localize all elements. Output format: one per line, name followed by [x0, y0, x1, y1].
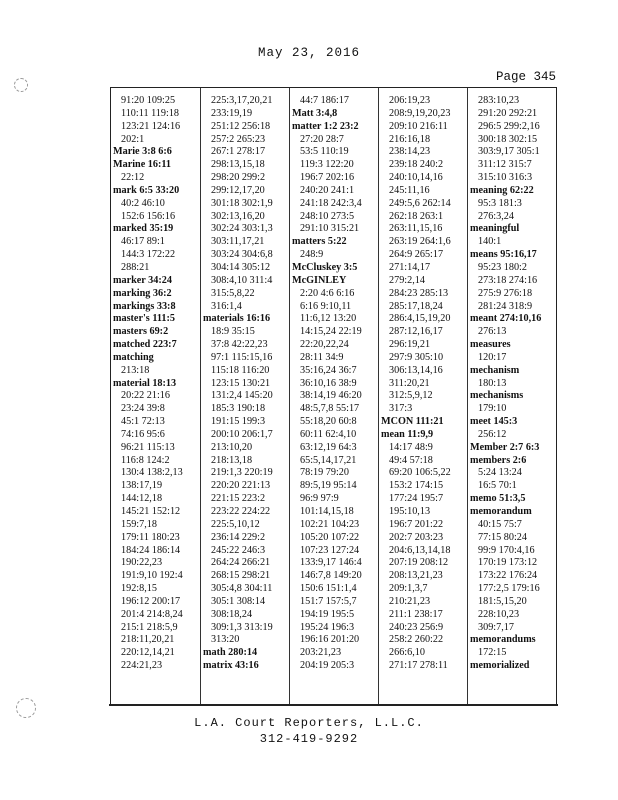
index-page-refs: 276:3,24 [478, 210, 514, 222]
index-page-refs: 120:17 [478, 351, 507, 363]
index-page-refs: 144:3 172:22 [121, 249, 176, 261]
index-page-refs: 23:24 39:8 [121, 403, 165, 415]
index-page-refs: 273:18 274:16 [478, 274, 538, 286]
index-page-refs: 45:1 72:13 [121, 416, 165, 428]
index-headword-entry: mark 6:5 33:20 [113, 184, 180, 196]
index-page-refs: 208:13,21,23 [389, 570, 443, 582]
index-page-refs: 101:14,15,18 [300, 506, 354, 517]
index-page-refs: 239:18 240:2 [389, 159, 444, 171]
index-page-refs: 2:20 4:6 6:16 [300, 287, 355, 299]
index-page-refs: 145:21 152:12 [121, 506, 181, 517]
index-page-refs: 285:17,18,24 [389, 300, 443, 312]
index-headword-entry: meaningful [470, 223, 520, 235]
index-page-refs: 172:15 [478, 647, 507, 659]
index-page-refs: 303:11,17,21 [211, 236, 265, 248]
index-page-refs: 91:20 109:25 [121, 95, 176, 106]
index-page-refs: 268:15 298:21 [211, 570, 271, 582]
index-page-refs: 240:10,14,16 [389, 172, 443, 184]
index-page-refs: 218:11,20,21 [121, 634, 175, 646]
index-page-refs: 146:7,8 149:20 [300, 570, 362, 582]
index-page-refs: 119:3 122:20 [300, 159, 354, 171]
index-page-refs: 263:11,15,16 [389, 223, 443, 235]
index-page-refs: 287:12,16,17 [389, 326, 443, 338]
index-page-refs: 304:14 305:12 [211, 261, 271, 273]
index-page-refs: 211:1 238:17 [389, 608, 443, 620]
index-page-refs: 302:24 303:1,3 [211, 223, 273, 235]
index-page-refs: 203:21,23 [300, 647, 342, 659]
index-page-refs: 224:21,23 [121, 660, 163, 672]
index-page-refs: 309:7,17 [478, 621, 514, 633]
index-page-refs: 177:2,5 179:16 [478, 583, 540, 595]
index-headword-entry: meaning 62:22 [470, 184, 534, 196]
index-page-refs: 249:5,6 262:14 [389, 197, 451, 209]
index-page-refs: 22:20,22,24 [300, 339, 349, 351]
index-headword-entry: members 2:6 [470, 454, 527, 466]
index-page-refs: 131:2,4 145:20 [211, 390, 273, 402]
index-page-refs: 233:19,19 [211, 107, 253, 119]
index-page-refs: 144:12,18 [121, 493, 163, 505]
index-page-refs: 196:16 201:20 [300, 634, 360, 646]
index-headword-entry: matching [113, 351, 154, 363]
index-page-refs: 53:5 110:19 [300, 146, 349, 158]
index-headword-entry: masters 69:2 [113, 326, 169, 338]
index-page-refs: 184:24 186:14 [121, 544, 181, 556]
index-page-refs: 216:16,18 [389, 133, 431, 145]
index-page-refs: 256:12 [478, 428, 507, 440]
binder-hole-bottom [16, 698, 36, 718]
index-page-refs: 204:19 205:3 [300, 660, 355, 672]
index-page-refs: 275:9 276:18 [478, 287, 533, 299]
index-page-refs: 225:3,17,20,21 [211, 95, 273, 106]
word-index-table [110, 87, 557, 706]
index-page-refs: 14:15,24 22:19 [300, 326, 362, 338]
index-page-refs: 37:8 42:22,23 [211, 339, 268, 351]
index-page-refs: 49:4 57:18 [389, 454, 433, 466]
index-page-refs: 296:5 299:2,16 [478, 120, 540, 132]
index-page-refs: 123:15 130:21 [211, 377, 271, 389]
index-headword-entry: Marie 3:8 6:6 [113, 146, 172, 158]
court-reporter-name: L.A. Court Reporters, L.L.C. [194, 716, 424, 730]
index-page-refs: 138:17,19 [121, 480, 163, 492]
index-headword-entry: Member 2:7 6:3 [470, 441, 540, 453]
index-page-refs: 200:10 206:1,7 [211, 428, 273, 440]
index-page-refs: 288:21 [121, 261, 150, 273]
index-page-refs: 284:23 285:13 [389, 287, 449, 299]
index-column-5 [467, 88, 557, 706]
index-page-refs: 309:1,3 313:19 [211, 621, 273, 633]
index-page-refs: 115:18 116:20 [211, 364, 270, 376]
index-headword-entry: measures [470, 339, 511, 351]
index-page-refs: 236:14 229:2 [211, 531, 266, 543]
index-page-refs: 301:18 302:1,9 [211, 197, 273, 209]
index-headword-entry: marked 35:19 [113, 223, 174, 235]
index-headword-entry: material 18:13 [113, 377, 177, 389]
index-page-refs: 208:9,19,20,23 [389, 107, 451, 119]
index-page-refs: 297:9 305:10 [389, 351, 444, 363]
index-page-refs: 213:10,20 [211, 441, 253, 453]
index-page-refs: 311:12 315:7 [478, 159, 532, 171]
index-column-1 [111, 88, 200, 706]
index-page-refs: 170:19 173:12 [478, 557, 538, 569]
index-page-refs: 308:18,24 [211, 608, 253, 620]
index-headword-entry: mechanisms [470, 390, 524, 402]
index-page-refs: 6:16 9:10,11 [300, 300, 352, 312]
index-page-refs: 316:1,4 [211, 300, 242, 312]
index-headword-entry: memorandums [470, 634, 536, 646]
index-page-refs: 305:4,8 304:11 [211, 583, 273, 595]
index-page-refs: 74:16 95:6 [121, 428, 165, 440]
index-page-refs: 281:24 318:9 [478, 300, 533, 312]
index-page-refs: 97:1 115:15,16 [211, 351, 273, 363]
index-headword-entry: memo 51:3,5 [470, 493, 526, 505]
index-headword-entry: markings 33:8 [113, 300, 176, 312]
index-page-refs: 202:7 203:23 [389, 531, 444, 543]
index-page-refs: 311:20,21 [389, 377, 430, 389]
index-headword-entry: meant 274:10,16 [470, 313, 542, 325]
index-page-refs: 195:10,13 [389, 506, 431, 517]
index-page-refs: 95:23 180:2 [478, 261, 527, 273]
index-page-refs: 107:23 127:24 [300, 544, 360, 556]
index-page-refs: 299:12,17,20 [211, 184, 265, 196]
index-page-refs: 271:17 278:11 [389, 660, 448, 672]
index-page-refs: 20:22 21:16 [121, 390, 170, 402]
index-page-refs: 241:18 242:3,4 [300, 197, 362, 209]
index-page-refs: 305:1 308:14 [211, 595, 266, 607]
index-page-refs: 60:11 62:4,10 [300, 428, 357, 440]
index-page-refs: 181:5,15,20 [478, 595, 527, 607]
index-headword-entry: math 280:14 [203, 647, 258, 659]
index-page-refs: 218:13,18 [211, 454, 253, 466]
index-headword-entry: memorialized [470, 660, 530, 672]
index-page-refs: 209:10 216:11 [389, 120, 448, 132]
index-page-refs: 315:10 316:3 [478, 172, 533, 184]
index-page-refs: 202:1 [121, 133, 145, 145]
index-page-refs: 306:13,14,16 [389, 364, 443, 376]
index-headword-entry: memorandum [470, 506, 532, 517]
index-page-refs: 207:19 208:12 [389, 557, 449, 569]
index-page-refs: 264:24 266:21 [211, 557, 271, 569]
index-page-refs: 194:19 195:5 [300, 608, 355, 620]
index-page-refs: 215:1 218:5,9 [121, 621, 178, 633]
index-page-refs: 248:9 [300, 249, 324, 261]
index-page-refs: 286:4,15,19,20 [389, 313, 451, 325]
index-page-refs: 48:5,7,8 55:17 [300, 403, 360, 415]
index-page-refs: 140:1 [478, 236, 502, 248]
index-page-refs: 251:12 256:18 [211, 120, 271, 132]
index-headword-entry: meet 145:3 [470, 416, 518, 428]
index-headword-entry: MCON 111:21 [381, 416, 444, 428]
index-page-refs: 105:20 107:22 [300, 531, 360, 543]
index-headword-entry: Marine 16:11 [113, 159, 172, 171]
index-page-refs: 196:7 202:16 [300, 172, 355, 184]
index-page-refs: 209:1,3,7 [389, 583, 428, 595]
index-page-refs: 28:11 34:9 [300, 351, 344, 363]
index-page-refs: 266:6,10 [389, 647, 425, 659]
index-column-3 [289, 88, 379, 706]
index-page-refs: 185:3 190:18 [211, 403, 266, 415]
index-page-refs: 179:11 180:23 [121, 531, 180, 543]
index-page-refs: 279:2,14 [389, 274, 425, 286]
index-headword-entry: mean 11:9,9 [381, 428, 434, 440]
index-page-refs: 89:5,19 95:14 [300, 480, 357, 492]
index-page-refs: 36:10,16 38:9 [300, 377, 357, 389]
index-page-refs: 96:21 115:13 [121, 441, 175, 453]
index-page-refs: 257:2 265:23 [211, 133, 266, 145]
index-page-refs: 315:5,8,22 [211, 287, 255, 299]
index-page-refs: 210:21,23 [389, 595, 431, 607]
index-page-refs: 296:19,21 [389, 339, 431, 351]
index-headword-entry: matter 1:2 23:2 [292, 120, 359, 132]
index-page-refs: 291:20 292:21 [478, 107, 538, 119]
index-page-refs: 152:6 156:16 [121, 210, 176, 222]
index-page-refs: 262:18 263:1 [389, 210, 444, 222]
index-page-refs: 240:20 241:1 [300, 184, 355, 196]
index-page-refs: 35:16,24 36:7 [300, 364, 357, 376]
index-page-refs: 177:24 195:7 [389, 493, 444, 505]
index-page-refs: 308:4,10 311:4 [211, 274, 273, 286]
index-page-refs: 245:22 246:3 [211, 544, 266, 556]
index-page-refs: 219:1,3 220:19 [211, 467, 273, 479]
index-page-refs: 191:15 199:3 [211, 416, 266, 428]
index-page-refs: 263:19 264:1,6 [389, 236, 451, 248]
index-page-refs: 220:20 221:13 [211, 480, 271, 492]
index-page-refs: 283:10,23 [478, 95, 520, 106]
index-page-refs: 240:23 256:9 [389, 621, 444, 633]
transcript-date: May 23, 2016 [257, 46, 360, 60]
index-headword-entry: matrix 43:16 [203, 660, 259, 672]
index-page-refs: 206:19,23 [389, 95, 431, 106]
index-page-refs: 213:18 [121, 364, 150, 376]
index-page-refs: 264:9 265:17 [389, 249, 444, 261]
index-column-2 [200, 88, 290, 706]
court-reporter-phone: 312-419-9292 [259, 732, 359, 746]
index-headword-entry: mechanism [470, 364, 520, 376]
index-page-refs: 55:18,20 60:8 [300, 416, 357, 428]
index-page-refs: 276:13 [478, 326, 507, 338]
index-page-refs: 40:15 75:7 [478, 518, 522, 530]
index-page-refs: 192:8,15 [121, 583, 157, 595]
index-page-refs: 223:22 224:22 [211, 506, 271, 517]
index-page-refs: 245:11,16 [389, 184, 430, 196]
index-page-refs: 195:24 196:3 [300, 621, 355, 633]
index-page-refs: 38:14,19 46:20 [300, 390, 362, 402]
index-page-refs: 133:9,17 146:4 [300, 557, 362, 569]
index-page-refs: 228:10,23 [478, 608, 520, 620]
index-page-refs: 22:12 [121, 172, 145, 184]
index-headword-entry: marking 36:2 [113, 287, 172, 299]
index-page-refs: 312:5,9,12 [389, 390, 433, 402]
index-page-refs: 116:8 124:2 [121, 454, 170, 466]
index-page-refs: 5:24 13:24 [478, 467, 522, 479]
index-page-refs: 300:18 302:15 [478, 133, 538, 145]
index-headword-entry: marker 34:24 [113, 274, 172, 286]
index-page-refs: 96:9 97:9 [300, 493, 339, 505]
index-headword-entry: Matt 3:4,8 [292, 107, 338, 119]
index-page-refs: 16:5 70:1 [478, 480, 517, 492]
index-page-refs: 151:7 157:5,7 [300, 595, 357, 607]
index-page-refs: 102:21 104:23 [300, 518, 360, 530]
index-page-refs: 258:2 260:22 [389, 634, 444, 646]
index-page-refs: 248:10 273:5 [300, 210, 355, 222]
index-page-refs: 302:13,16,20 [211, 210, 265, 222]
index-page-refs: 221:15 223:2 [211, 493, 266, 505]
index-headword-entry: matters 5:22 [292, 236, 347, 248]
index-page-refs: 179:10 [478, 403, 507, 415]
index-column-4 [378, 88, 468, 706]
index-page-refs: 298:20 299:2 [211, 172, 266, 184]
index-headword-entry: McCluskey 3:5 [292, 261, 358, 273]
binder-hole-top [14, 78, 28, 92]
index-headword-entry: matched 223:7 [113, 339, 177, 351]
index-page-refs: 291:10 315:21 [300, 223, 360, 235]
index-page-refs: 40:2 46:10 [121, 197, 165, 209]
index-page-refs: 317:3 [389, 403, 413, 415]
index-headword-entry: McGINLEY [292, 274, 347, 286]
index-page-refs: 267:1 278:17 [211, 146, 266, 158]
index-page-refs: 63:12,19 64:3 [300, 441, 357, 453]
page-number: Page 345 [495, 70, 556, 84]
index-page-refs: 190:22,23 [121, 557, 163, 569]
index-page-refs: 18:9 35:15 [211, 326, 255, 338]
index-page-refs: 78:19 79:20 [300, 467, 349, 479]
index-page-refs: 180:13 [478, 377, 507, 389]
index-page-refs: 65:5,14,17,21 [300, 454, 357, 466]
index-page-refs: 173:22 176:24 [478, 570, 538, 582]
index-page-refs: 201:4 214:8,24 [121, 608, 183, 620]
index-page-refs: 46:17 89:1 [121, 236, 165, 248]
index-page-refs: 110:11 119:18 [121, 107, 180, 119]
index-headword-entry: materials 16:16 [203, 313, 271, 325]
index-page-refs: 196:7 201:22 [389, 518, 444, 530]
index-page-refs: 95:3 181:3 [478, 197, 522, 209]
index-page-refs: 298:13,15,18 [211, 159, 265, 171]
index-page-refs: 191:9,10 192:4 [121, 570, 183, 582]
index-page-refs: 303:9,17 305:1 [478, 146, 540, 158]
index-page-refs: 44:7 186:17 [300, 95, 349, 106]
index-page-refs: 77:15 80:24 [478, 531, 527, 543]
index-page-refs: 220:12,14,21 [121, 647, 175, 659]
index-page-refs: 153:2 174:15 [389, 480, 444, 492]
index-page-refs: 225:5,10,12 [211, 518, 260, 530]
index-page-refs: 123:21 124:16 [121, 120, 181, 132]
index-page-refs: 99:9 170:4,16 [478, 544, 535, 556]
index-page-refs: 69:20 106:5,22 [389, 467, 451, 479]
index-page-refs: 271:14,17 [389, 261, 431, 273]
index-page-refs: 313:20 [211, 634, 240, 646]
index-page-refs: 204:6,13,14,18 [389, 544, 451, 556]
index-headword-entry: master's 111:5 [113, 313, 175, 325]
index-page-refs: 303:24 304:6,8 [211, 249, 273, 261]
index-page-refs: 14:17 48:9 [389, 441, 433, 453]
index-page-refs: 150:6 151:1,4 [300, 583, 357, 595]
index-page-refs: 159:7,18 [121, 518, 157, 530]
index-page-refs: 11:6,12 13:20 [300, 313, 357, 325]
index-page-refs: 27:20 28:7 [300, 133, 344, 145]
index-page-refs: 196:12 200:17 [121, 595, 181, 607]
index-page-refs: 130:4 138:2,13 [121, 467, 183, 479]
index-page-refs: 238:14,23 [389, 146, 431, 158]
index-headword-entry: means 95:16,17 [470, 249, 537, 261]
